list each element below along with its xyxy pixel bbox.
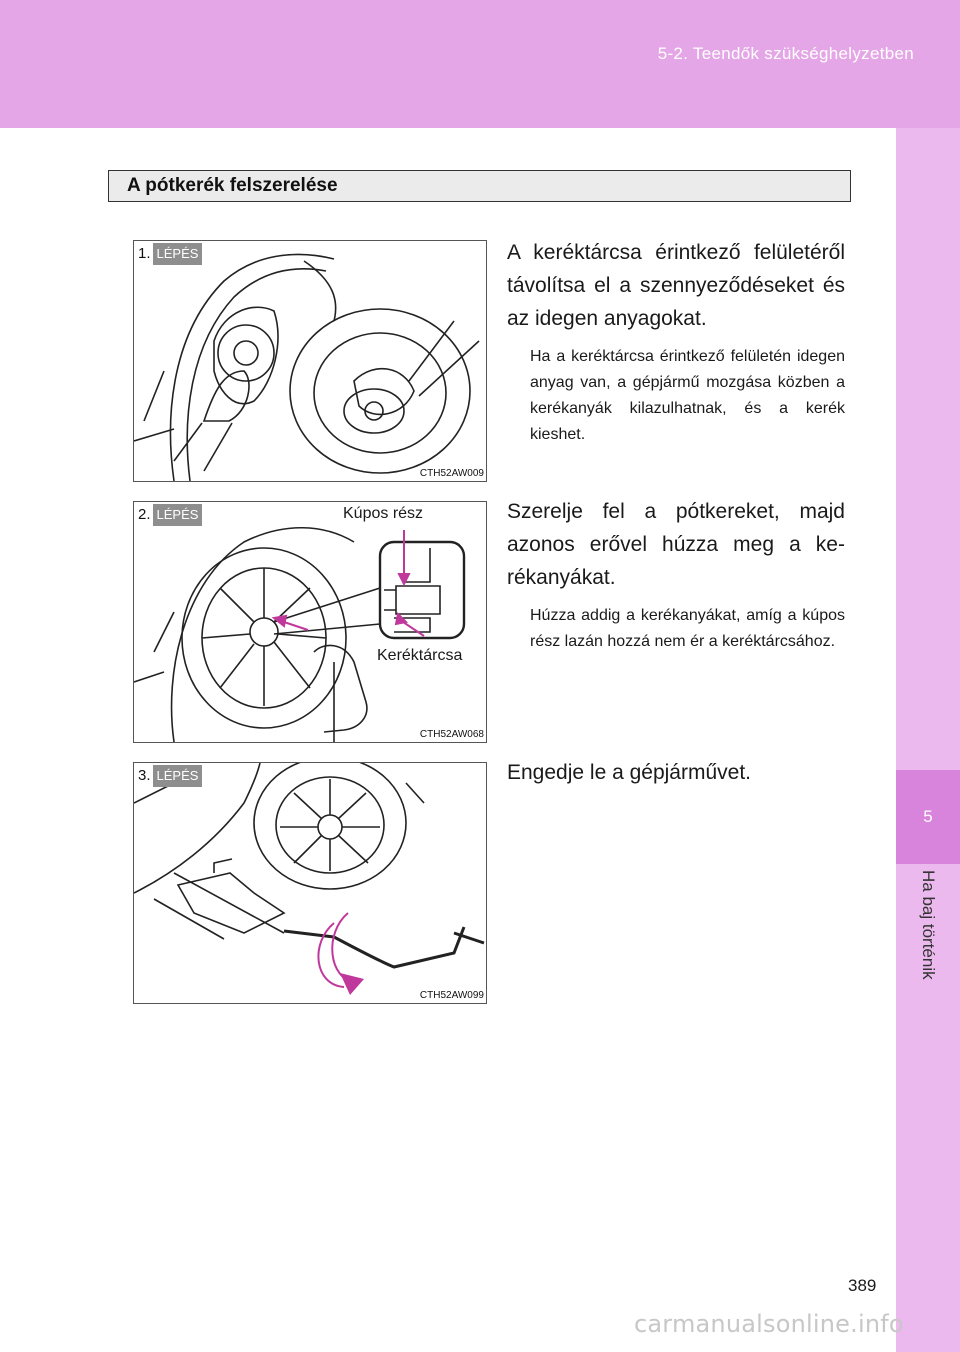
chapter-number: 5: [923, 807, 933, 826]
step-2-figure-code: CTH52AW068: [419, 729, 484, 740]
step-3-number: 3.: [134, 765, 153, 787]
section-heading-box: [108, 170, 851, 202]
step-2-text: Szerelje fel a pótkereket, majd azonos erővel húzza meg a kerékanyákat.: [507, 500, 845, 589]
step-2-figure: [133, 501, 487, 743]
step-3-badge-label: LÉPÉS: [153, 765, 203, 787]
step-1-figure: [133, 240, 487, 482]
step-3-text: Engedje le a gépjárművet.: [507, 761, 751, 784]
step-1-text: A keréktárcsa érintkező felületéről távolítsa el a szennyeződéseket és az idegen anyagokat.: [507, 241, 845, 330]
chapter-label: Ha baj történik: [919, 870, 938, 980]
callout-kupos-resz: Kúpos rész: [343, 505, 424, 522]
chapter-side-tab: [896, 128, 960, 1352]
page-number: 389: [848, 1276, 877, 1295]
header-section-title: 5-2. Teendők szükséghelyzetben: [657, 44, 914, 63]
step-2-illustration: [134, 502, 486, 742]
step-1-note: Ha a keréktárcsa érintkező felületén idegen anyag van, a gépjármű mozgása közben a kerékanyák kilazulhatnak, és a kerék kieshet.: [530, 348, 845, 443]
step-3-illustration: [134, 763, 486, 1003]
step-1-figure-code: CTH52AW009: [419, 468, 484, 479]
step-2-number: 2.: [134, 504, 153, 526]
step-2-badge-label: LÉPÉS: [153, 504, 203, 526]
step-2-badge: [134, 504, 202, 526]
step-3-figure-code: CTH52AW099: [419, 990, 484, 1001]
chapter-number-tab[interactable]: [896, 770, 960, 864]
step-1-badge: [134, 243, 202, 265]
step-1-illustration: [134, 241, 486, 481]
callout-kerektarcsa: Keréktárcsa: [377, 647, 463, 664]
step-3-figure: [133, 762, 487, 1004]
step-2-note: Húzza addig a kerékanyákat, amíg a kúpos rész lazán hozzá nem ér a keréktárcsához.: [530, 607, 845, 650]
section-title: A pótkerék felszerelése: [127, 175, 338, 196]
watermark: carmanualsonline.info: [634, 1310, 904, 1338]
step-1-number: 1.: [134, 243, 153, 265]
step-3-badge: [134, 765, 202, 787]
step-1-badge-label: LÉPÉS: [153, 243, 203, 265]
header-band: [0, 0, 960, 128]
